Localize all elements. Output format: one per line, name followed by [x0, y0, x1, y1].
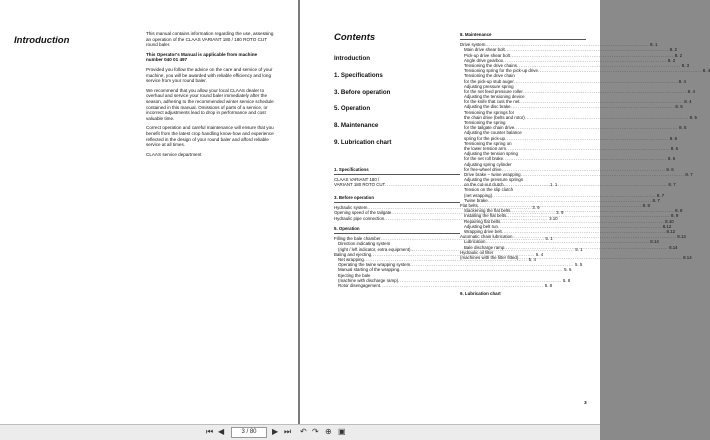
toc-entry-text: for the knife that cuts the net	[464, 99, 520, 105]
toc-entry-page: 3.10	[549, 215, 558, 221]
toc-entry-text: Operating the twine wrapping system	[338, 262, 411, 268]
toc-entry-page: 8. 2	[674, 52, 683, 58]
toc-leader-dots	[380, 283, 544, 288]
toc-entry-text: Drive system	[460, 42, 486, 48]
toc-entry-text: Adjusting pressure spring	[464, 83, 514, 89]
toc-entry-page: 5. 1	[575, 246, 583, 252]
toc-entry-page: 8. 7	[668, 182, 676, 188]
toc-entry-text: Tensioning the spring	[464, 120, 506, 125]
introduction-body	[146, 31, 274, 161]
toc-entry-text: spring for the pick-up	[464, 135, 505, 141]
back-icon[interactable]: ↶	[300, 427, 307, 436]
toc-entry-text: Ejecting the bale	[338, 272, 371, 278]
contents-main-item: 1. Specifications	[334, 71, 383, 79]
toc-entry-text: Tensioning spring for the pick-up drive	[464, 68, 538, 74]
toc-entry-text: Repairing flat belts	[464, 218, 501, 224]
contents-main-list	[334, 55, 444, 156]
toc-entry-text: (machine with discharge ramp)	[338, 277, 399, 283]
toc-entry-text: Adjusting the pressure springs	[464, 177, 524, 183]
toc-section-lubrication	[460, 291, 586, 298]
toc-entry-page: 1. 1	[550, 182, 558, 188]
toc-entry-text: Drive brake – twine wrapping	[464, 171, 521, 177]
toc-entry-text: (right / left indicator, extra equipment)	[338, 246, 411, 252]
toc-leader-dots	[506, 146, 670, 151]
toc-entry-text: Manual starting of the wrapping	[338, 267, 400, 273]
contents-main-item: 8. Maintenance	[334, 122, 379, 130]
toc-entry-text: (net wrapping)	[464, 192, 493, 198]
last-page-icon[interactable]: ⏭	[284, 427, 292, 436]
zoom-icon[interactable]: ⊕	[325, 427, 332, 436]
first-page-icon[interactable]: ⏮	[206, 427, 214, 436]
toc-entry-text: Main drive shear bolt	[464, 47, 505, 53]
toc-entry-page: 5. 6	[564, 267, 572, 273]
toc-entry-text: for the tailgate chain drive	[464, 125, 515, 131]
toc-entry-text: Hydraulic oil filter	[460, 249, 494, 255]
forward-icon[interactable]: ↷	[312, 427, 319, 436]
toc-entry-page: 5. 4	[528, 256, 536, 262]
intro-paragraph: This manual contains information regarding the use, assessing an operation of the CLAAS VARIANT 180 / 180 ROTO CUT round baler.	[146, 31, 274, 48]
toc-entry-page: 8. 6	[670, 145, 679, 151]
toc-leader-dots	[503, 156, 667, 161]
intro-signature: CLAAS service department	[146, 151, 202, 157]
toc-leader-dots	[514, 125, 678, 130]
toc-entry-text: Hydraulic system	[334, 205, 368, 211]
toc-entry-page: 8. 7	[652, 197, 660, 203]
toc-leader-dots	[511, 104, 675, 109]
toc-entry-text: for the pick-up stub auger	[464, 78, 514, 84]
toc-entry-page: 8. 6	[666, 166, 674, 172]
next-page-icon[interactable]: ▶	[272, 427, 279, 436]
contents-main-item: 3. Before operation	[334, 88, 391, 96]
toc-entry-text: Hydraulic pipe connection	[334, 215, 385, 221]
toc-entry-page: 8. 2	[667, 57, 676, 63]
toc-entry-page: 8.13	[677, 234, 686, 240]
toc-section-heading: 9. Lubrication chart	[460, 291, 501, 296]
intro-paragraph-bold: This Operator's Manual is applicable from machine number 040 01 497	[146, 51, 258, 63]
intro-paragraph: We recommend that you allow your local CLAAS dealer to overhaul and service your round baler immediately after the season, adhering to the recommended winter service schedule contained in this manual. Omissions of parts of a service, or incorrect adjustments lead to drop in performance and cost valuable time.	[146, 87, 274, 121]
toc-leader-dots	[399, 267, 563, 272]
toc-entry-page: 8. 8	[642, 203, 650, 208]
toc-leader-dots	[518, 255, 682, 260]
toc-entry-text: for the net feed pressure roller	[464, 88, 523, 94]
toc-entry-page: 8. 6	[669, 135, 678, 141]
toc-entry-text: Flat belts	[460, 203, 478, 208]
toc-entry-text: Automatic chain lubrication	[460, 234, 513, 240]
toc-leader-dots	[504, 182, 668, 187]
toc-entry-text: Lubrication	[464, 239, 486, 245]
contents-main-item: 5. Operation	[334, 105, 371, 113]
toc-entry-page: 8. 7	[685, 171, 693, 177]
toc-entry-page: 8. 5	[675, 104, 683, 110]
toc-entry-page: 8. 6	[667, 156, 676, 162]
toc-section-heading: 8. Maintenance	[460, 32, 492, 37]
toc-entry-page: 5. 8	[562, 277, 571, 283]
section-rule	[334, 233, 460, 234]
toc-entry-text: Wrapping drive belt	[464, 228, 502, 234]
prev-page-icon[interactable]: ◀	[218, 427, 225, 436]
toc-entry-text: the chain drive (belts and rotor)	[464, 114, 525, 120]
toc-section-maintenance	[460, 32, 710, 260]
toc-leader-dots	[514, 79, 678, 84]
toc-entry-text: Installing the flat belts	[464, 213, 507, 219]
toc-leader-dots	[505, 136, 669, 141]
toc-entry-text: Tension on the slip clutch	[464, 187, 514, 193]
page-number: 3	[584, 401, 587, 406]
toc-entry-page: 8. 4	[678, 78, 686, 84]
toc-entry-page: 5. 5	[575, 262, 583, 268]
toc-entry-text: Slackening the flat belts	[464, 208, 511, 214]
toc-entry-text: Tensioning the drive chain	[464, 73, 515, 79]
toc-entry-text: Adjusting the counter balance	[464, 130, 522, 136]
toc-entry-page: 3. 9	[532, 205, 540, 211]
toc-entry-page: 8. 3	[681, 62, 690, 68]
toc-entry-page: 3. 9	[556, 210, 564, 216]
toc-entry-text: CLAAS VARIANT 180 /	[334, 177, 380, 183]
toc-entry-text: Direction indicating system	[338, 241, 391, 247]
toc-entry-text: Filling the bale chamber	[334, 236, 381, 242]
toc-entry-text: Tensioning the springs for	[464, 109, 515, 115]
toc-entry-text: for free-wheel drive	[464, 166, 502, 172]
section-rule	[334, 174, 460, 175]
toc-entry[interactable]	[334, 282, 553, 288]
toc-section-heading: 1. Specifications	[334, 167, 369, 172]
toc-entry-page: 8.10	[665, 218, 674, 224]
toc-entry-text: Bale discharge ramp	[464, 244, 505, 250]
toc-entry-text: Tensioning the drive chains	[464, 62, 517, 68]
viewer-toolbar	[0, 424, 600, 440]
toc-leader-dots	[525, 115, 689, 120]
toc-entry-text: Twine brake	[464, 197, 488, 203]
fit-icon[interactable]: ▣	[338, 427, 346, 436]
toc-leader-dots	[538, 68, 702, 73]
toc-entry-page: 8.14	[683, 254, 692, 260]
toc-leader-dots	[521, 172, 685, 177]
toc-entry-page: 5. 4	[535, 251, 544, 257]
toc-entry-page: 5. 8	[544, 282, 553, 288]
contents-heading: Contents	[334, 32, 376, 43]
toc-entry-text: the lower tension arm	[464, 145, 506, 151]
toc-entry-page: 8.12	[666, 228, 676, 234]
toc-entry-text: for the net roll brake	[464, 156, 504, 162]
toc-section-heading: 3. Before operation	[334, 195, 375, 200]
toc-entry-page: 8. 5	[689, 114, 697, 120]
toc-entry-page: 8.14	[669, 244, 678, 250]
toc-entry-text: on the cut-out clutch	[464, 182, 504, 188]
toc-leader-dots	[523, 89, 687, 94]
toc-entry-text: Adjusting the tension spring	[464, 151, 518, 157]
toc-entry-text: Tensioning the spring on	[464, 140, 512, 146]
toc-entry-text: Rotor disengagement	[338, 282, 380, 288]
toc-entry-page: 8. 4	[702, 68, 710, 74]
toc-entry-text: Net wrapping	[338, 256, 364, 262]
section-rule	[334, 202, 460, 203]
intro-paragraph: Provided you follow the advice on the care and service of your machine, you will be awarded with reliable efficiency and long service from your round baler.	[146, 66, 273, 84]
toc-section-heading: 5. Operation	[334, 226, 360, 231]
toc-entry-page: 8. 4	[687, 88, 695, 94]
introduction-heading: Introduction	[14, 35, 70, 46]
toc-entry-page: 8. 2	[669, 47, 677, 53]
toc-entry-page: 8.12	[662, 223, 672, 229]
toc-entry-text: Opening speed of the tailgate	[334, 210, 392, 216]
toc-entry-page: 8. 5	[679, 125, 687, 131]
toc-entry-page: 8. 8	[675, 208, 683, 214]
toc-entry-page: 8. 4	[684, 99, 692, 105]
toc-entry-text: Pick-up drive shear bolt	[464, 52, 510, 58]
toc-entry-text: (machines with the filter fitted)	[460, 254, 519, 260]
toc-entry-page: 8.14	[650, 239, 659, 245]
toc-leader-dots	[504, 245, 668, 250]
toc-entry-text: Adjusting the tensioning device	[464, 94, 525, 100]
contents-main-item: Introduction	[334, 55, 371, 62]
toc-entry-page: 8. 7	[656, 192, 665, 198]
toc-entry-text: Baling and ejecting	[334, 251, 372, 257]
page-indicator-field[interactable]: 3 / 80	[231, 427, 267, 438]
toc-entry-text: VARIANT 180 ROTO CUT	[334, 182, 386, 188]
section-rule	[460, 39, 586, 40]
toc-entry-page: 8. 9	[671, 213, 679, 219]
toc-entry-text: Adjusting the disc brake	[464, 104, 511, 110]
contents-main-item: 9. Lubrication chart	[334, 138, 392, 146]
toc-entry-text: Adjusting spring cylinder	[464, 161, 512, 167]
toc-entry-text: Angle drive gearbox	[464, 57, 504, 63]
toc-entry-page: 8. 1	[650, 42, 658, 48]
intro-paragraph: Correct operation and careful maintenance will ensure that you benefit from the latest crop handling know-how and experience reflected in the design of your round baler and afford reliable service at all times.	[146, 125, 274, 148]
toc-entry-text: Adjusting belt run	[464, 223, 498, 229]
toc-entry-page: 5. 1	[545, 236, 553, 242]
